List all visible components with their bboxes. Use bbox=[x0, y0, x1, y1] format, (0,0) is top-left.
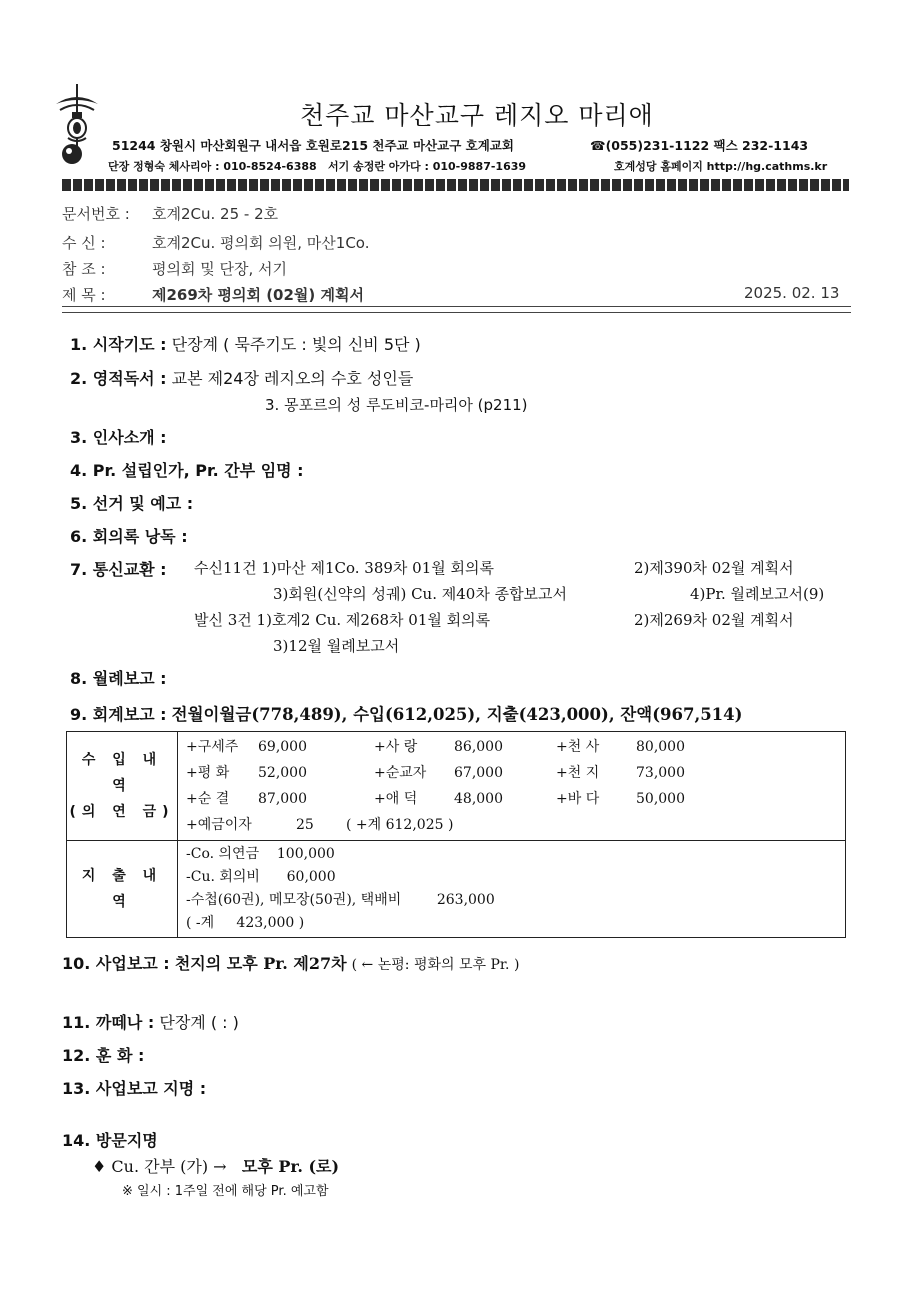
spiritual-reading-detail: 3. 몽포르의 성 루도비코-마리아 (p211) bbox=[265, 396, 528, 414]
income-category: +천 사 bbox=[556, 739, 600, 755]
income-details: +구세주 69,000 +사 랑 86,000 +천 사 80,000 +평 화 52,000 +순교자 67,000 +천 지 73,000 +순 결 87,000 +애 덕 48,000 +바 다 50,000 +예금이자 25 ( +계 612,025 ) bbox=[178, 732, 846, 841]
leader-contact: 단장 정형숙 체사리아 : 010-8524-6388 bbox=[108, 160, 317, 173]
income-category: +천 지 bbox=[556, 765, 600, 781]
visitation-note: ※ 일시 : 1주일 전에 해당 Pr. 예고함 bbox=[122, 1184, 329, 1199]
income-category: +바 다 bbox=[556, 791, 600, 807]
correspondence-line: 2)제269차 02월 계획서 bbox=[634, 611, 794, 629]
income-header: 수 입 내 역 (의 연 금) bbox=[67, 732, 178, 841]
income-amount: 52,000 bbox=[258, 765, 307, 781]
income-category: +애 덕 bbox=[374, 791, 418, 807]
page-title: 천주교 마산교구 레지오 마리애 bbox=[300, 101, 654, 130]
income-amount: 67,000 bbox=[454, 765, 503, 781]
income-category: +사 랑 bbox=[374, 739, 418, 755]
correspondence-line: 2)제390차 02월 계획서 bbox=[634, 559, 794, 577]
secretary-contact: 서기 송정란 아가다 : 010-9887-1639 bbox=[328, 160, 527, 173]
expense-row: -Co. 의연금 100,000 bbox=[186, 846, 335, 862]
header-divider-stripe bbox=[62, 179, 849, 191]
correspondence-line: 4)Pr. 월례보고서(9) bbox=[690, 585, 825, 603]
item-opening-prayer: 1. 시작기도 : 단장계 ( 묵주기도 : 빛의 신비 5단 ) bbox=[70, 335, 421, 354]
document-date: 2025. 02. 13 bbox=[744, 284, 840, 302]
correspondence-line: 3)12월 월례보고서 bbox=[273, 637, 400, 655]
expense-row: -Cu. 회의비 60,000 bbox=[186, 869, 336, 885]
doc-number-row: 문서번호 : 호계2Cu. 25 - 2호 bbox=[62, 205, 279, 223]
income-row bbox=[186, 760, 845, 786]
double-rule bbox=[62, 306, 851, 313]
expense-details bbox=[178, 841, 846, 938]
income-category: +구세주 bbox=[186, 739, 239, 755]
income-amount: 69,000 bbox=[258, 739, 307, 755]
item-spiritual-reading: 2. 영적독서 : 교본 제24장 레지오의 수호 성인들 bbox=[70, 369, 414, 388]
item-minutes-reading: 6. 회의록 낭독 : bbox=[70, 527, 188, 546]
income-amount: 80,000 bbox=[636, 739, 685, 755]
correspondence-line: 발신 3건 1)호계2 Cu. 제268차 01월 회의록 bbox=[194, 611, 491, 629]
item-presidium-establishment: 4. Pr. 설립인가, Pr. 간부 임명 : bbox=[70, 461, 304, 480]
legio-emblem-logo bbox=[52, 82, 102, 168]
reference-row: 참 조 : 평의회 및 단장, 서기 bbox=[62, 260, 287, 278]
phone-fax: ☎(055)231-1122 팩스 232-1143 bbox=[590, 138, 809, 153]
correspondence-line: 수신11건 1)마산 제1Co. 389차 01월 회의록 bbox=[194, 559, 494, 577]
homepage-link[interactable]: 호계성당 홈페이지 http://hg.cathms.kr bbox=[614, 160, 828, 173]
income-amount: 86,000 bbox=[454, 739, 503, 755]
item-catena: 11. 까떼나 : 단장계 ( : ) bbox=[62, 1013, 239, 1032]
item-accounting-report: 9. 회계보고 : 전월이월금(778,489), 수입(612,025), 지출(423,000), 잔액(967,514) bbox=[70, 705, 743, 724]
item-correspondence: 7. 통신교환 : bbox=[70, 560, 167, 579]
item-visitation: 14. 방문지명 bbox=[62, 1131, 158, 1150]
recipient-row: 수 신 : 호계2Cu. 평의회 의원, 마산1Co. bbox=[62, 234, 370, 252]
expense-header: 지 출 내 역 bbox=[67, 841, 178, 938]
income-category: +평 화 bbox=[186, 765, 230, 781]
item-election: 5. 선거 및 예고 : bbox=[70, 494, 194, 513]
income-amount: 50,000 bbox=[636, 791, 685, 807]
item-allocution: 12. 훈 화 : bbox=[62, 1046, 145, 1065]
visitation-assignment: ♦ Cu. 간부 (가) → 모후 Pr. (로) bbox=[92, 1157, 340, 1176]
finance-table bbox=[66, 731, 846, 938]
church-address: 51244 창원시 마산회원구 내서읍 호원로215 천주교 마산교구 호계교회 bbox=[112, 138, 514, 153]
expense-row: ( -계 423,000 ) bbox=[186, 915, 305, 931]
item-monthly-report: 8. 월례보고 : bbox=[70, 669, 167, 688]
item-work-assignment: 13. 사업보고 지명 : bbox=[62, 1079, 207, 1098]
income-row bbox=[186, 734, 845, 760]
income-row bbox=[186, 786, 845, 812]
subject-row: 제 목 : 제269차 평의회 (02월) 계획서 bbox=[62, 286, 364, 304]
income-amount: 48,000 bbox=[454, 791, 503, 807]
income-category: +순교자 bbox=[374, 765, 427, 781]
item-apostolic-work-report: 10. 사업보고 : 천지의 모후 Pr. 제27차 ( ← 논평: 평화의 모후 Pr. ) bbox=[62, 954, 520, 973]
expense-row: -수첩(60권), 메모장(50권), 택배비 263,000 bbox=[186, 892, 495, 908]
correspondence-line: 3)회원(신약의 성궤) Cu. 제40차 종합보고서 bbox=[273, 585, 568, 603]
income-amount: 73,000 bbox=[636, 765, 685, 781]
income-amount: 87,000 bbox=[258, 791, 307, 807]
item-introductions: 3. 인사소개 : bbox=[70, 428, 167, 447]
income-category: +순 결 bbox=[186, 791, 230, 807]
